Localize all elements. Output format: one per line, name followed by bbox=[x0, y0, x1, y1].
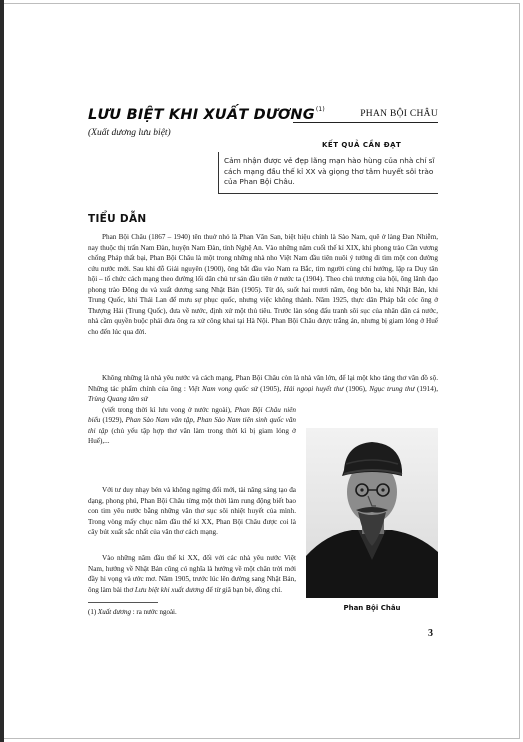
work-title: Phan Bội Châu niên biểu bbox=[88, 405, 296, 424]
footnote-rule bbox=[88, 602, 158, 603]
work-title: Phan Sào Nam văn tập bbox=[125, 416, 193, 424]
page-number: 3 bbox=[428, 628, 433, 639]
work-title: Trùng Quang tâm sử bbox=[88, 395, 148, 403]
author-name: PHAN BỘI CHÂU bbox=[360, 109, 438, 119]
title-rule bbox=[293, 122, 438, 123]
work-title: Phan Sào Nam tiên sinh quốc văn thi tập bbox=[88, 416, 297, 435]
title-footnote-marker: (1) bbox=[315, 106, 325, 113]
book-spine bbox=[0, 0, 4, 742]
section-heading: TIỂU DẪN bbox=[88, 213, 147, 225]
portrait-caption: Phan Bội Châu bbox=[343, 604, 401, 612]
portrait-photo bbox=[306, 428, 438, 598]
paragraph-1: Phan Bội Châu (1867 – 1940) tên thuở nhỏ là Phan Văn San, biệt hiệu chính là Sào Nam, quê ở làng Đan Nhiễm, nay thuộc thị trấn Nam Đàn, huyện Nam Đàn, tỉnh Nghệ An. Vào những năm cuối thế kỉ XIX, khi phong trào Cần vương chống Pháp thất bại, Phan Bội Châu là một trong những nhà nho Việt Nam đầu tiên nuôi ý tưởng đi tìm một con đường cứu nước mới. Sau khi đỗ Giải nguyên (1900), ông bắt đầu vào Nam ra Bắc, tìm người cùng chí hướng, lập ra Duy tân hội – tổ chức cách mạng theo đường lối dân chủ tư sản đầu tiên ở nước ta (1904). Theo chủ trương của hội, ông lãnh đạo phong trào Đông du và xuất dương sang Nhật Bản (1905). Từ đó, suốt hai mươi năm, ông bôn ba, khi Nhật Bản, khi Trung Quốc, khi Thái Lan để mưu sự phục quốc, nhưng việc không thành. Năm 1925, thực dân Pháp bắt cóc ông ở Thượng Hải (Trung Quốc), đưa về nước, định xử một thủ tiêu. Trước làn sóng đấu tranh sôi sục của nhân dân cả nước, nhà cầm quyền buộc phải đưa ông ra xử công khai tại Hà Nội. Phan Bội Châu được trắng án, nhưng bị giam lỏng ở Huế cho đến lúc qua đời. bbox=[88, 233, 438, 336]
lesson-header bbox=[88, 106, 438, 126]
lesson-subtitle: (Xuất dương lưu biệt) bbox=[88, 128, 171, 138]
lesson-title bbox=[88, 106, 325, 123]
outcome-text: Cảm nhận được vẻ đẹp lãng mạn hào hùng của nhà chí sĩ cách mạng đầu thế kỉ XX và giọng thơ tâm huyết sôi trào của Phan Bội Châu. bbox=[224, 156, 435, 186]
footnote-term: Xuất dương bbox=[97, 608, 131, 616]
paragraph-2-continued: (viết trong thời kì lưu vong ở nước ngoài), Phan Bội Châu niên biểu (1929), Phan Sào Nam văn tập, Phan Sào Nam tiên sinh quốc văn thi tập (chủ yếu tập hợp thơ văn làm trong thời kì bị giam lỏng ở Huế),... bbox=[88, 405, 297, 445]
paragraph-3: Với tư duy nhạy bén và không ngừng đổi mới, tài năng sáng tạo đa dạng, phong phú, Phan Bội Châu từng một thời làm rung động biết bao con tim yêu nước bằng những văn thơ sục sôi nhiệt huyết của mình. Trong vòng mấy chục năm đầu thế kỉ XX, Phan Bội Châu được coi là cây bút xuất sắc nhất của văn thơ cách mạng. bbox=[88, 486, 296, 536]
work-title: Lưu biệt khi xuất dương bbox=[134, 585, 205, 594]
paragraph-4: Vào những năm đầu thế kỉ XX, đối với các nhà yêu nước Việt Nam, hướng về Nhật Bản cũng có nghĩa là hướng về một chân trời mới đầy hi vọng và ước mơ. Năm 1905, trước lúc lên đường sang Nhật Bản, ông làm bài thơ Lưu biệt khi xuất dương để từ giã bạn bè, đồng chí. bbox=[88, 554, 296, 594]
lesson-title-text: LƯU BIỆT KHI XUẤT DƯƠNG bbox=[88, 107, 315, 123]
paragraph-2: Không những là nhà yêu nước và cách mạng, Phan Bội Châu còn là nhà văn lớn, để lại một kho tàng thơ văn đồ sộ. Những tác phẩm chính của ông : Việt Nam vong quốc sử (1905), Hải ngoại huyết thư (1906), Ngục trung thư (1914), Trùng Quang tâm sử (viết trong thời kì lưu vong ở nước ngoài), Phan Bội Châu niên biểu (1929), Phan Sào Nam văn tập, Phan Sào Nam tiên sinh quốc văn thi tập (chủ yếu tập hợp thơ văn làm trong thời kì bị giam lỏng ở Huế),... bbox=[88, 374, 439, 445]
work-title: Hải ngoại huyết thư bbox=[283, 384, 344, 393]
footnote: (1) Xuất dương : ra nước ngoài. bbox=[88, 608, 177, 616]
work-title: Ngục trung thư bbox=[369, 384, 415, 393]
outcome-label: KẾT QUẢ CẦN ĐẠT bbox=[322, 141, 402, 149]
work-title: Việt Nam vong quốc sử bbox=[188, 384, 258, 393]
portrait-illustration bbox=[306, 428, 438, 598]
